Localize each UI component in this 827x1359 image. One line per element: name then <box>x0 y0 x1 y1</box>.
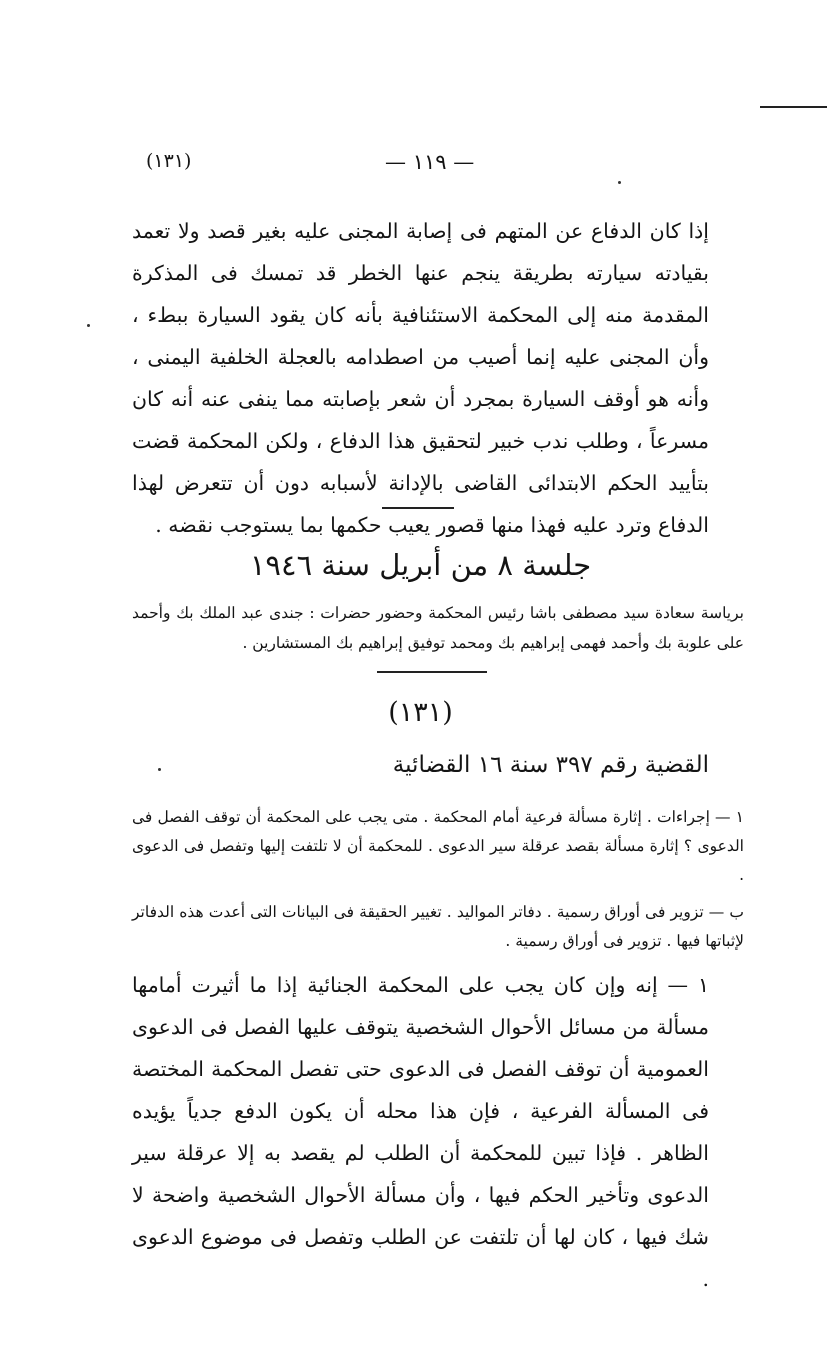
ruling-paragraph-1: إذا كان الدفاع عن المتهم فى إصابة المجنى عليه بغير قصد ولا تعمد بقيادته سيارته بطريقة ينجم عنها الخطر قد تمسك فى المذكرة المقدمة منه إلى المحكمة الاستئنافية بأنه كان يقود السيارة ببطء ، وأن المجنى عليه إنما أصيب من اصطدامه بالعجلة الخلفية اليمنى ، وأنه هو أوقف السيارة بمجرد أن شعر بإصابته مما ينفى عنه أنه كان مسرعاً ، وطلب ندب خبير لتحقيق هذا الدفاع ، ولكن المحكمة قضت بتأييد الحكم الابتدائى القاضى بالإدانة لأسبابه دون أن تتعرض لهذا الدفاع وترد عليه فهذا منها قصور يعيب حكمها بما يستوجب نقضه . <box>132 219 709 537</box>
speck-mark <box>618 181 621 184</box>
summary-item-2: ب — تزوير فى أوراق رسمية . دفاتر المواليد . تغيير الحقيقة فى البيانات التى أعدت هذه الدفاتر لإثباتها فيها . تزوير فى أوراق رسمية . <box>132 903 744 950</box>
section-divider <box>377 671 487 673</box>
page-number: — ١١٩ — <box>385 150 475 174</box>
case-number: (١٣١) <box>388 697 453 728</box>
page-header <box>120 150 720 184</box>
section-divider <box>382 507 454 509</box>
presidency-note: برياسة سعادة سيد مصطفى باشا رئيس المحكمة وحضور حضرات : جندى عبد الملك بك وأحمد على علوبة بك وأحمد فهمى إبراهيم بك ومحمد توفيق إبراهيم بك المستشارين . <box>132 604 744 652</box>
case-title: القضية رقم ٣٩٧ سنة ١٦ القضائية <box>392 752 709 778</box>
margin-edge-rule <box>760 106 827 108</box>
speck-mark <box>87 324 90 327</box>
header-case-reference: (١٣١) <box>146 150 192 172</box>
session-title: جلسة ٨ من أبريل سنة ١٩٤٦ <box>249 548 592 582</box>
summary-item-1: ١ — إجراءات . إثارة مسألة فرعية أمام المحكمة . متى يجب على المحكمة أن توقف الفصل فى الدعوى ؟ إثارة مسألة بقصد عرقلة سير الدعوى . للمحكمة أن لا تلتفت إليها وتفصل فى الدعوى . <box>132 808 744 884</box>
ruling-paragraph-2: ١ — إنه وإن كان يجب على المحكمة الجنائية إذا ما أثيرت أمامها مسألة من مسائل الأحوال الشخصية يتوقف عليها الفصل فى الدعوى العمومية أن توقف الفصل فى الدعوى حتى تفصل المحكمة المختصة فى المسألة الفرعية ، فإن هذا محله أن يكون الدفع جدياً يؤيده الظاهر . فإذا تبين للمحكمة أن الطلب لم يقصد به إلا عرقلة سير الدعوى وتأخير الحكم فيها ، وأن مسألة الأحوال الشخصية واضحة لا شك فيها ، كان لها أن تلتفت عن الطلب وتفصل فى موضوع الدعوى . <box>132 973 709 1291</box>
